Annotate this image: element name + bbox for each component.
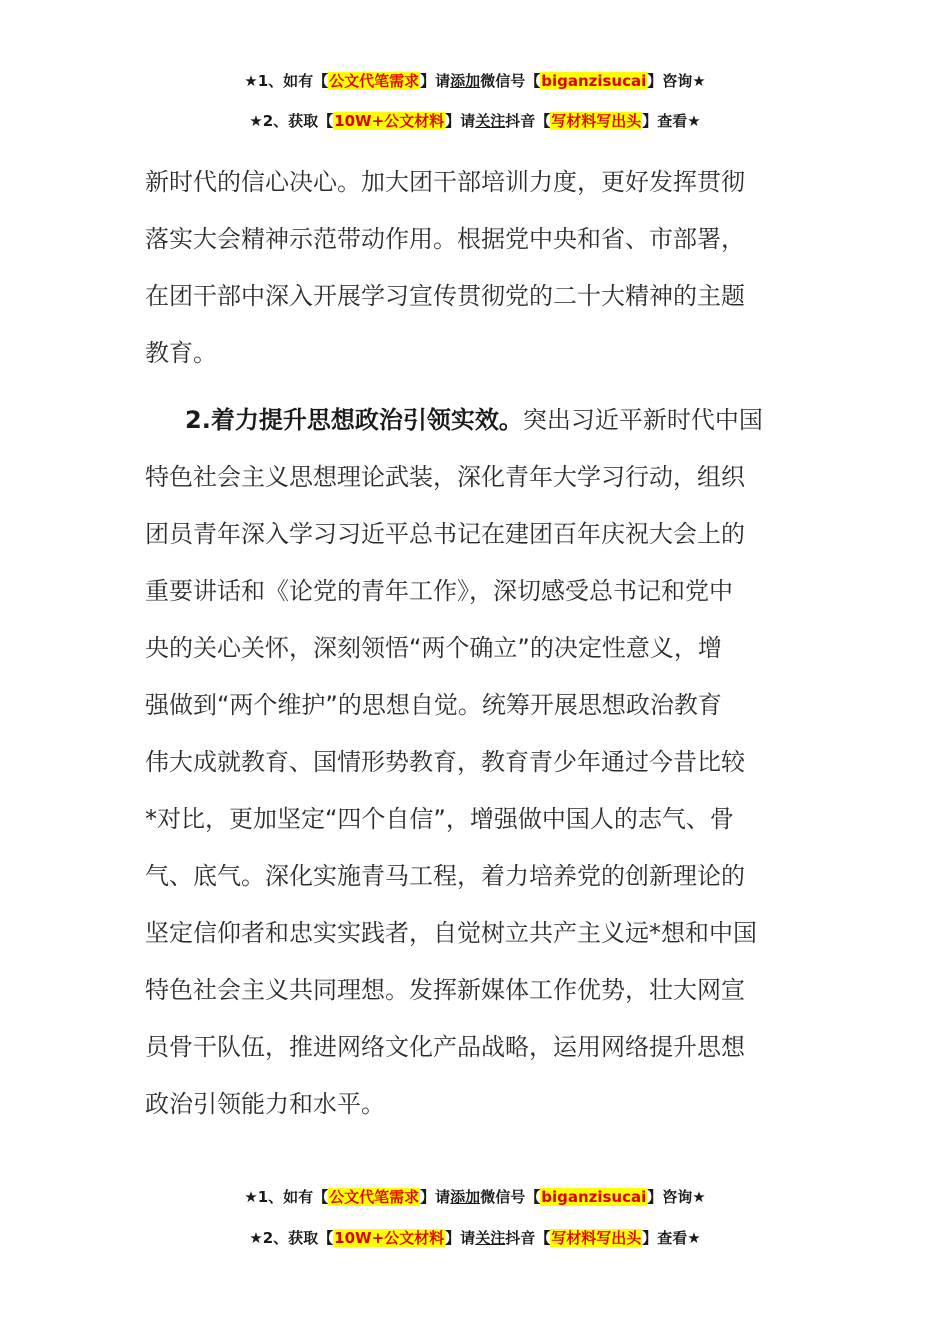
banner-text: 】查看 <box>642 112 688 130</box>
highlight-materials: 10W+公文材料 <box>334 1229 445 1247</box>
text-line: 气、底气。深化实施青马工程，着力培养党的创新理论的 <box>145 862 745 890</box>
text-line: 落实大会精神示范带动作用。根据党中央和省、市部署， <box>145 225 745 253</box>
paragraph-1 <box>145 162 810 390</box>
banner-text: 抖音【 <box>505 112 551 130</box>
text-line: 央的关心关怀，深刻领悟“两个确立”的决定性意义，增 <box>145 634 722 662</box>
text-line: 团员青年深入学习习近平总书记在建团百年庆祝大会上的 <box>145 520 745 548</box>
banner-text: 微信号【 <box>480 72 541 90</box>
banner-text: 抖音【 <box>505 1229 551 1247</box>
banner-text: 微信号【 <box>480 1188 541 1206</box>
bottom-banner-line-2 <box>0 1228 950 1248</box>
text-line: 在团干部中深入开展学习宣传贯彻党的二十大精神的主题 <box>145 282 745 310</box>
text-line: 坚定信仰者和忠实实践者，自觉树立共产主义远*想和中国 <box>145 919 757 947</box>
highlight-service: 公文代笔需求 <box>329 72 420 90</box>
text-line: 特色社会主义思想理论武装，深化青年大学习行动，组织 <box>145 463 745 491</box>
text-line: 强做到“两个维护”的思想自觉。统筹开展思想政治教育 <box>145 691 722 719</box>
text-line-rest: 突出习近平新时代中国 <box>522 406 763 434</box>
paragraph-2 <box>145 400 810 1141</box>
highlight-douyin: 写材料写出头 <box>551 112 642 130</box>
banner-text: 】请 <box>420 72 451 90</box>
highlight-wechat-id: biganzisucai <box>541 72 647 90</box>
text-line: 伟大成就教育、国情形势教育，教育青少年通过今昔比较 <box>145 748 745 776</box>
highlight-wechat-id: biganzisucai <box>541 1188 647 1206</box>
banner-text: 1、如有【 <box>257 72 329 90</box>
text-line: *对比，更加坚定“四个自信”，增强做中国人的志气、骨 <box>145 805 734 833</box>
highlight-douyin: 写材料写出头 <box>551 1229 642 1247</box>
star-icon: ★ <box>244 1188 258 1206</box>
underlined-word: 添加 <box>450 72 481 90</box>
star-icon: ★ <box>692 72 706 90</box>
star-icon: ★ <box>687 1229 701 1247</box>
banner-text: 】请 <box>445 1229 476 1247</box>
text-line: 政治引领能力和水平。 <box>145 1090 385 1118</box>
bottom-banner-line-1 <box>0 1187 950 1207</box>
underlined-word: 关注 <box>475 112 506 130</box>
banner-text: 】请 <box>420 1188 451 1206</box>
top-banner-line-2 <box>0 111 950 131</box>
text-line: 重要讲话和《论党的青年工作》，深切感受总书记和党中 <box>145 577 733 605</box>
banner-text: 】请 <box>445 112 476 130</box>
text-line: 新时代的信心决心。加大团干部培训力度，更好发挥贯彻 <box>145 168 745 196</box>
underlined-word: 添加 <box>450 1188 481 1206</box>
banner-text: 1、如有【 <box>257 1188 329 1206</box>
text-line: 员骨干队伍，推进网络文化产品战略，运用网络提升思想 <box>145 1033 745 1061</box>
top-banner-line-1 <box>0 71 950 91</box>
underlined-word: 关注 <box>475 1229 506 1247</box>
highlight-materials: 10W+公文材料 <box>334 112 445 130</box>
banner-text: 2、获取【 <box>262 1229 334 1247</box>
star-icon: ★ <box>249 1229 263 1247</box>
text-line-first <box>145 400 810 457</box>
text-line: 教育。 <box>145 339 217 367</box>
star-icon: ★ <box>687 112 701 130</box>
star-icon: ★ <box>692 1188 706 1206</box>
star-icon: ★ <box>244 72 258 90</box>
banner-text: 】查看 <box>642 1229 688 1247</box>
section-heading: 2.着力提升思想政治引领实效。 <box>185 406 523 434</box>
banner-text: 】咨询 <box>647 72 693 90</box>
highlight-service: 公文代笔需求 <box>329 1188 420 1206</box>
text-line: 特色社会主义共同理想。发挥新媒体工作优势，壮大网宣 <box>145 976 745 1004</box>
star-icon: ★ <box>249 112 263 130</box>
banner-text: 2、获取【 <box>262 112 334 130</box>
banner-text: 】咨询 <box>647 1188 693 1206</box>
